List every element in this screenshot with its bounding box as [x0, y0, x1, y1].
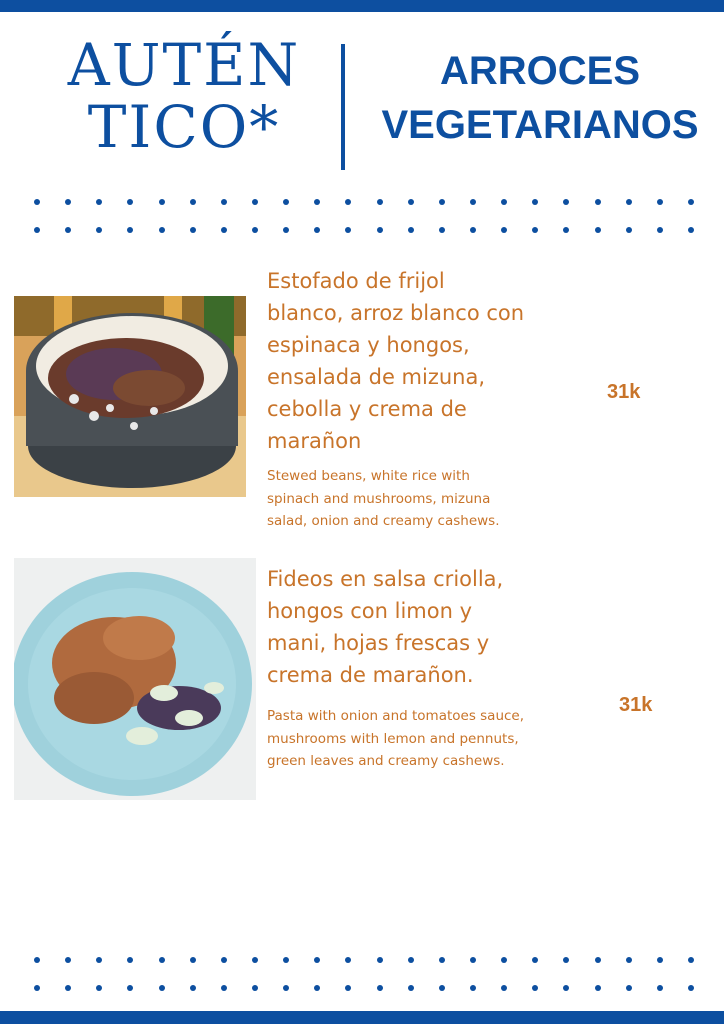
- dish-2-desc-line: green leaves and creamy cashews.: [267, 753, 505, 769]
- divider-dot: [252, 985, 258, 991]
- divider-dot: [127, 957, 133, 963]
- section-title-line-2: VEGETARIANOS: [381, 103, 699, 147]
- divider-dot: [221, 957, 227, 963]
- dish-1-desc-line: spinach and mushrooms, mizuna: [267, 490, 491, 507]
- divider-dot: [34, 199, 40, 205]
- divider-dot: [159, 985, 165, 991]
- divider-dot: [439, 199, 445, 205]
- divider-dot: [221, 985, 227, 991]
- dotted-divider-top-1: [34, 199, 694, 209]
- dish-1-price: 31k: [607, 381, 641, 403]
- divider-dot: [626, 957, 632, 963]
- divider-dot: [65, 227, 71, 233]
- divider-dot: [190, 985, 196, 991]
- divider-dot: [532, 957, 538, 963]
- dish-2-name-line: Fideos en salsa criolla,: [267, 567, 504, 591]
- divider-dot: [688, 957, 694, 963]
- divider-dot: [532, 985, 538, 991]
- header-divider: [341, 44, 345, 170]
- divider-dot: [283, 985, 289, 991]
- divider-dot: [345, 227, 351, 233]
- dish-1-name-line: blanco, arroz blanco con: [267, 301, 525, 325]
- dish-1-desc-line: Stewed beans, white rice with: [267, 468, 470, 484]
- divider-dot: [221, 199, 227, 205]
- top-border-bar: [0, 0, 724, 12]
- divider-dot: [34, 957, 40, 963]
- bottom-border-bar: [0, 1011, 724, 1024]
- divider-dot: [34, 227, 40, 233]
- divider-dot: [595, 985, 601, 991]
- divider-dot: [595, 199, 601, 205]
- divider-dot: [221, 227, 227, 233]
- dish-1-name: [267, 265, 587, 457]
- divider-dot: [159, 957, 165, 963]
- divider-dot: [190, 199, 196, 205]
- dish-2-name: [267, 563, 587, 691]
- divider-dot: [314, 957, 320, 963]
- divider-dot: [501, 199, 507, 205]
- divider-dot: [563, 227, 569, 233]
- dish-2-name-line: crema de marañon.: [267, 663, 474, 687]
- divider-dot: [688, 199, 694, 205]
- divider-dot: [314, 199, 320, 205]
- dish-1-name-line: ensalada de mizuna,: [267, 365, 486, 389]
- dish-1-name-line: marañon: [267, 429, 362, 453]
- divider-dot: [657, 199, 663, 205]
- dish-1-name-line: espinaca y hongos,: [267, 333, 470, 357]
- divider-dot: [252, 957, 258, 963]
- divider-dot: [532, 199, 538, 205]
- divider-dot: [377, 199, 383, 205]
- dish-2-desc-line: mushrooms with lemon and pennuts,: [267, 730, 519, 747]
- divider-dot: [65, 199, 71, 205]
- divider-dot: [439, 985, 445, 991]
- dotted-divider-top-2: [34, 227, 694, 237]
- divider-dot: [626, 227, 632, 233]
- dish-2-photo: [14, 558, 256, 800]
- divider-dot: [470, 227, 476, 233]
- dish-1-description: [267, 465, 567, 533]
- divider-dot: [345, 199, 351, 205]
- divider-dot: [501, 985, 507, 991]
- section-title: [356, 44, 724, 152]
- divider-dot: [470, 985, 476, 991]
- divider-dot: [127, 199, 133, 205]
- divider-dot: [34, 985, 40, 991]
- divider-dot: [657, 227, 663, 233]
- divider-dot: [657, 985, 663, 991]
- divider-dot: [96, 957, 102, 963]
- dish-2-name-line: mani, hojas frescas y: [267, 631, 490, 655]
- divider-dot: [408, 957, 414, 963]
- divider-dot: [345, 985, 351, 991]
- divider-dot: [408, 985, 414, 991]
- divider-dot: [470, 957, 476, 963]
- divider-dot: [657, 957, 663, 963]
- divider-dot: [688, 227, 694, 233]
- divider-dot: [96, 227, 102, 233]
- logo-line-1: AUTÉN: [67, 31, 301, 99]
- divider-dot: [563, 957, 569, 963]
- divider-dot: [501, 957, 507, 963]
- divider-dot: [159, 227, 165, 233]
- divider-dot: [127, 227, 133, 233]
- divider-dot: [159, 199, 165, 205]
- dish-2-name-line: hongos con limon y: [267, 599, 473, 623]
- divider-dot: [283, 199, 289, 205]
- divider-dot: [470, 199, 476, 205]
- divider-dot: [283, 227, 289, 233]
- divider-dot: [377, 985, 383, 991]
- divider-dot: [563, 199, 569, 205]
- dish-1-desc-line: salad, onion and creamy cashews.: [267, 513, 500, 529]
- divider-dot: [314, 985, 320, 991]
- divider-dot: [190, 957, 196, 963]
- divider-dot: [439, 957, 445, 963]
- divider-dot: [283, 957, 289, 963]
- divider-dot: [626, 985, 632, 991]
- divider-dot: [626, 199, 632, 205]
- divider-dot: [688, 985, 694, 991]
- dish-2-price: 31k: [619, 694, 653, 716]
- dish-2-description: [267, 705, 597, 773]
- divider-dot: [314, 227, 320, 233]
- divider-dot: [595, 957, 601, 963]
- divider-dot: [96, 199, 102, 205]
- dish-1-name-line: cebolla y crema de: [267, 397, 467, 421]
- divider-dot: [501, 227, 507, 233]
- divider-dot: [408, 199, 414, 205]
- dish-1-name-line: Estofado de frijol: [267, 269, 445, 293]
- divider-dot: [127, 985, 133, 991]
- dish-2-desc-line: Pasta with onion and tomatoes sauce,: [267, 708, 525, 724]
- divider-dot: [408, 227, 414, 233]
- divider-dot: [252, 227, 258, 233]
- dotted-divider-bottom-1: [34, 957, 694, 967]
- dish-1-photo: [14, 296, 246, 497]
- divider-dot: [252, 199, 258, 205]
- divider-dot: [532, 227, 538, 233]
- dotted-divider-bottom-2: [34, 985, 694, 995]
- brand-logo: [64, 31, 304, 161]
- logo-line-2: TICO*: [87, 93, 281, 161]
- divider-dot: [65, 957, 71, 963]
- section-title-line-1: ARROCES: [439, 49, 641, 93]
- divider-dot: [377, 957, 383, 963]
- divider-dot: [96, 985, 102, 991]
- divider-dot: [595, 227, 601, 233]
- divider-dot: [65, 985, 71, 991]
- divider-dot: [345, 957, 351, 963]
- divider-dot: [563, 985, 569, 991]
- divider-dot: [439, 227, 445, 233]
- divider-dot: [377, 227, 383, 233]
- divider-dot: [190, 227, 196, 233]
